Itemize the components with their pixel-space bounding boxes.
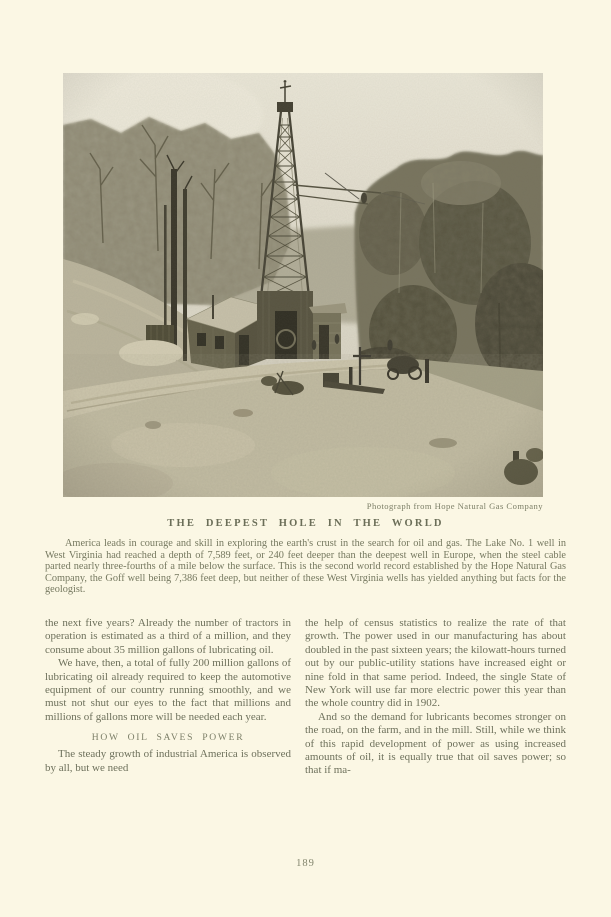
caption-title: THE DEEPEST HOLE IN THE WORLD	[167, 518, 444, 529]
paragraph: We have, then, a total of fully 200 million gallons of lubricating oil already required to keep the automotive equipment of our country running smoothly, and we must not shut our eyes to the fact that millions and millions of gallons more will be needed each year.	[45, 657, 291, 723]
right-column	[305, 617, 566, 778]
paragraph: the help of census statistics to realize the rate of that growth. The power used in our manufacturing has about doubled in the past sixteen years; the kilowatt-hours turned out by our public-utility stations have increased eight or nine fold in that same period. Indeed, the single State of New York will use far more electric power this year than the whole country did in 1902.	[305, 617, 566, 710]
paragraph: the next five years? Already the number of tractors in operation is estimated as a third of a million, and they consume about 35 million gallons of lubricating oil.	[45, 617, 291, 656]
left-column	[45, 617, 291, 778]
page-number: 189	[296, 858, 315, 869]
photo-vignette	[63, 73, 543, 497]
photo-credit: Photograph from Hope Natural Gas Company	[366, 501, 543, 511]
oil-derrick-photo	[63, 73, 543, 497]
section-heading: HOW OIL SAVES POWER	[91, 732, 245, 744]
text-columns	[45, 617, 566, 778]
photo-figure	[63, 73, 543, 511]
caption-body: America leads in courage and skill in exploring the earth's crust in the search for oil and gas. The Lake No. 1 well in West Virginia had reached a depth of 7,589 feet, or 240 feet deeper than the deepest well in Europe, when the steel cable parted nearly three-fourths of a mile below the surface. This is the second world record established by the Hope Natural Gas Company, the Goff well being 7,386 feet deep, but neither of these West Virginia wells has yielded anything but facts for the geologist.	[45, 538, 566, 596]
paragraph: The steady growth of industrial America is observed by all, but we need	[45, 748, 291, 774]
paragraph: And so the demand for lubricants becomes stronger on the road, on the farm, and in the mill. Still, while we think of this rapid development of power as using increased amounts of oil, it is equally true that oil saves power; so that if ma-	[305, 710, 566, 777]
